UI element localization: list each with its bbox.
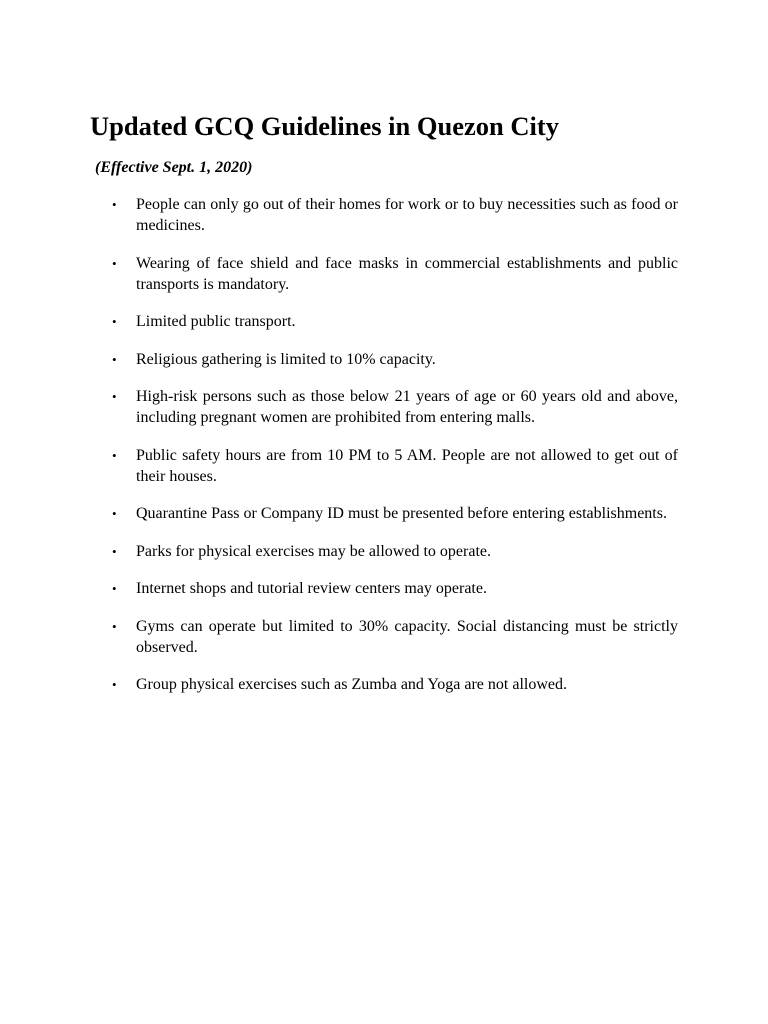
bullet-icon: •: [112, 677, 117, 692]
bullet-icon: •: [112, 618, 117, 634]
guideline-text: High-risk persons such as those below 21 years of age or 60 years old and above, including pregnant women are prohibited from entering malls.: [136, 388, 678, 426]
document-title: Updated GCQ Guidelines in Quezon City: [90, 111, 559, 141]
list-item: [90, 541, 678, 562]
list-item: [90, 445, 678, 487]
list-item: [90, 194, 678, 236]
list-item: [90, 674, 678, 695]
guideline-text: Limited public transport.: [136, 313, 296, 330]
guidelines-list: [90, 194, 678, 712]
bullet-icon: •: [112, 447, 117, 463]
guideline-text: Internet shops and tutorial review centers may operate.: [136, 580, 487, 597]
list-item: [90, 253, 678, 295]
list-item: [90, 578, 678, 599]
bullet-icon: •: [112, 581, 117, 596]
list-item: [90, 503, 678, 524]
guideline-text: Parks for physical exercises may be allowed to operate.: [136, 542, 491, 560]
guideline-text: Gyms can operate but limited to 30% capacity. Social distancing must be strictly observed.: [136, 617, 678, 656]
guideline-text: Public safety hours are from 10 PM to 5 AM. People are not allowed to get out of their houses.: [136, 446, 678, 485]
bullet-icon: •: [112, 314, 117, 329]
effective-date: (Effective Sept. 1, 2020): [95, 159, 253, 176]
bullet-icon: •: [112, 351, 117, 367]
guideline-text: Religious gathering is limited to 10% capacity.: [136, 350, 436, 368]
guideline-text: People can only go out of their homes for work or to buy necessities such as food or medicines.: [136, 196, 678, 234]
bullet-icon: •: [112, 543, 117, 559]
list-item: [90, 616, 678, 658]
bullet-icon: •: [112, 389, 117, 404]
list-item: [90, 311, 678, 332]
guideline-text: Quarantine Pass or Company ID must be presented before entering establishments.: [136, 505, 667, 522]
bullet-icon: •: [112, 255, 117, 271]
list-item: [90, 349, 678, 370]
guideline-text: Wearing of face shield and face masks in commercial establishments and public transports is mandatory.: [136, 254, 678, 293]
guideline-text: Group physical exercises such as Zumba and Yoga are not allowed.: [136, 676, 567, 693]
list-item: [90, 386, 678, 428]
bullet-icon: •: [112, 506, 117, 521]
bullet-icon: •: [112, 197, 117, 212]
